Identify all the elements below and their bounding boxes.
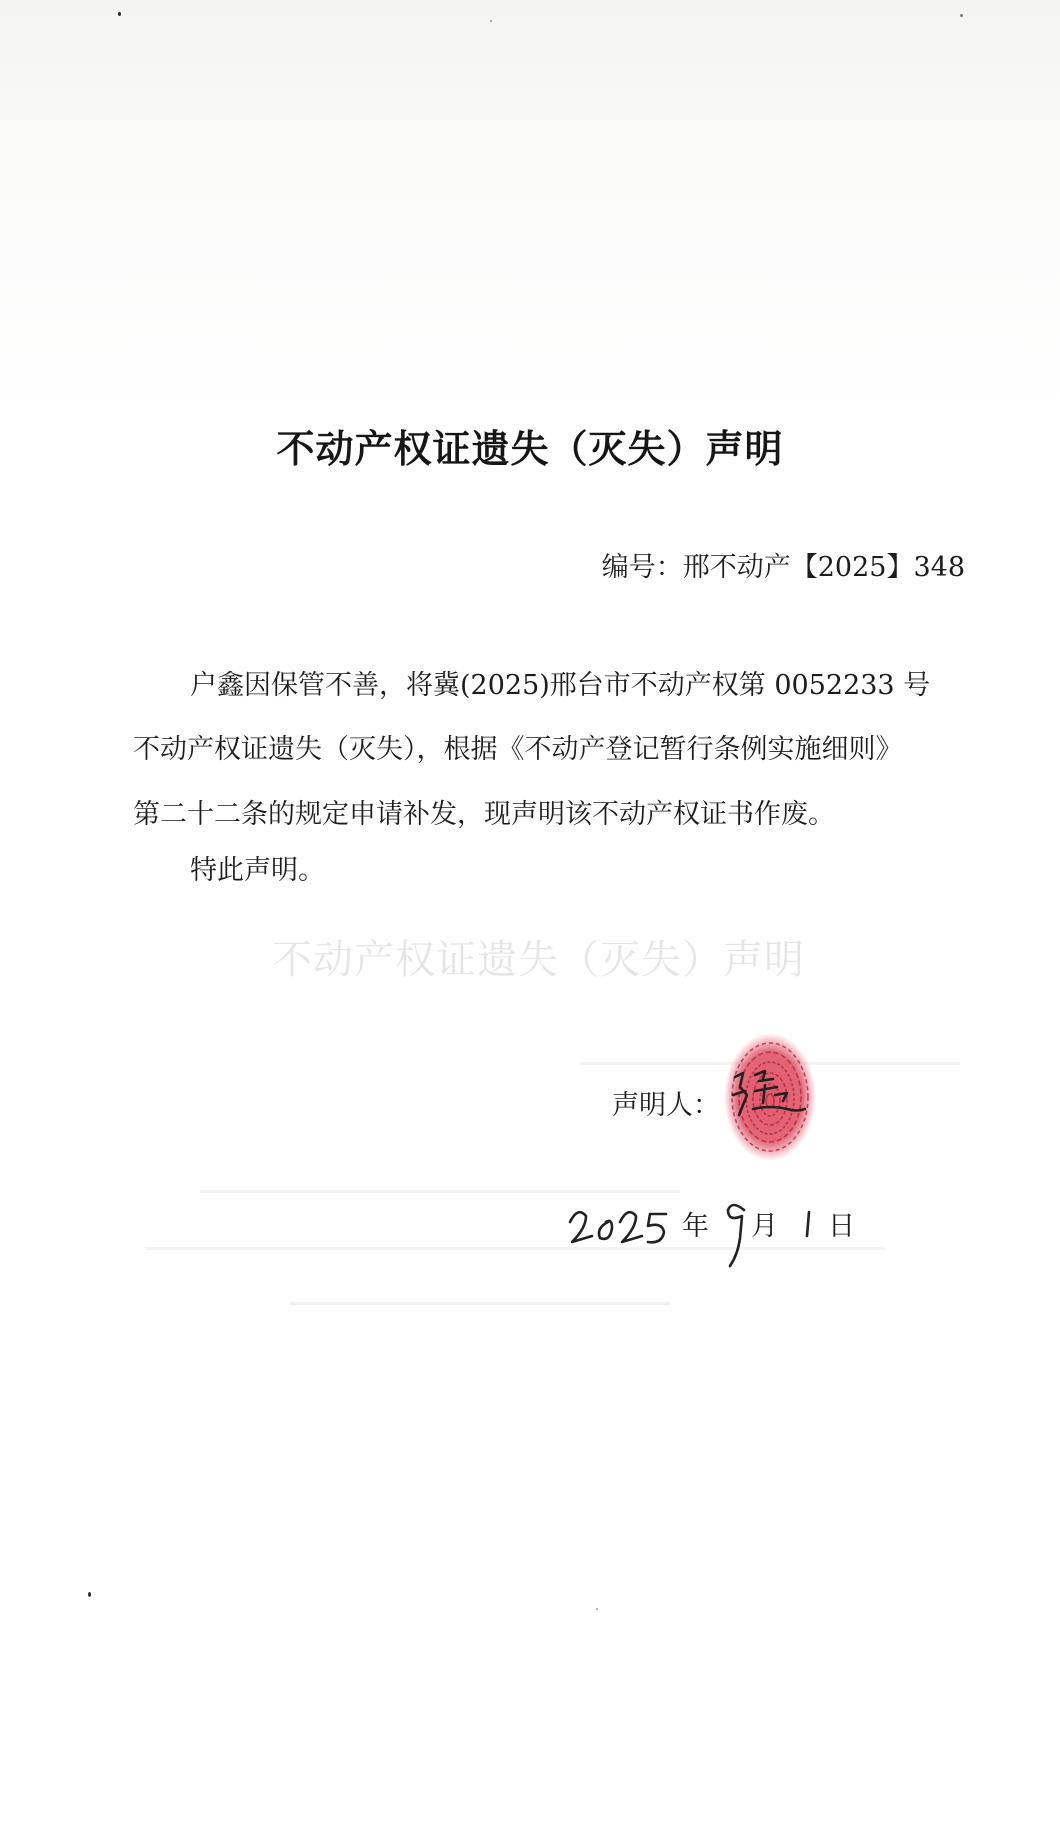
declarant-label: 声明人： <box>612 1090 720 1121</box>
scan-speck <box>490 20 492 22</box>
day-unit: 日 <box>828 1211 855 1242</box>
scan-speck <box>596 1608 598 1610</box>
scan-speck <box>118 12 121 16</box>
scan-speck <box>960 14 963 17</box>
handwritten-day <box>798 1206 818 1246</box>
month-unit: 月 <box>751 1211 778 1242</box>
document-title: 不动产权证遗失（灭失）声明 <box>276 427 784 471</box>
body-line-2: 不动产权证遗失（灭失），根据《不动产登记暂行条例实施细则》 <box>133 734 903 765</box>
body-line-3: 第二十二条的规定申请补发，现声明该不动产权证书作废。 <box>133 799 835 830</box>
document-number: 编号：邢不动产【2025】348 <box>601 552 965 583</box>
year-unit: 年 <box>682 1211 709 1242</box>
signature-date <box>566 1190 866 1270</box>
signature-mark <box>725 1065 810 1125</box>
show-through-title: 不动产权证遗失（灭失）声明 <box>272 937 805 983</box>
handwritten-year <box>566 1200 686 1260</box>
show-through-line <box>290 1302 670 1305</box>
closing-statement: 特此声明。 <box>190 855 325 886</box>
scan-speck <box>88 1592 91 1597</box>
body-line-1: 户鑫因保管不善，将冀(2025)邢台市不动产权第 0052233 号 <box>190 670 931 701</box>
